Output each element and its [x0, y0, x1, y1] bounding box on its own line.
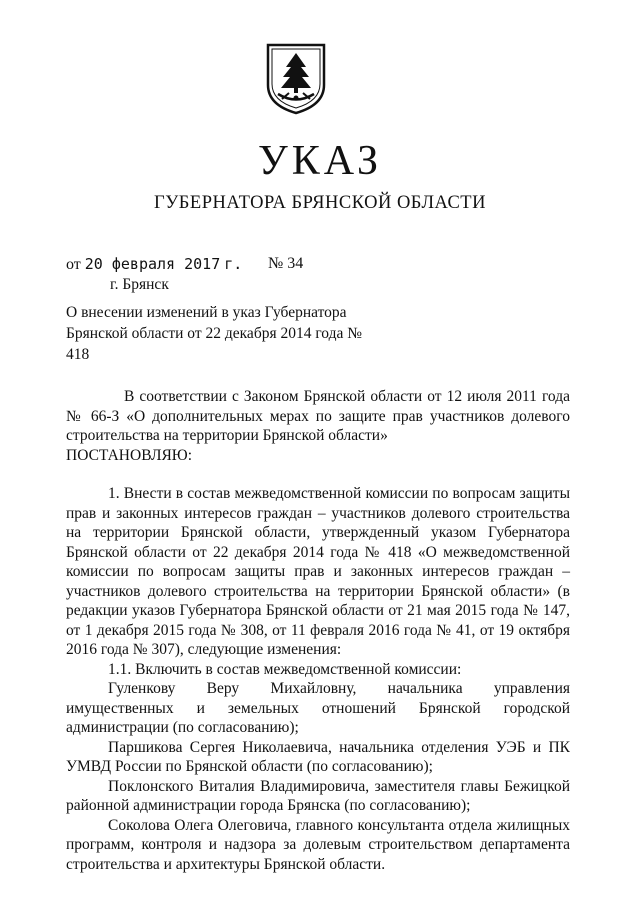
decree-body: [66, 387, 570, 874]
decree-keyword: ПОСТАНОВЛЯЮ:: [66, 446, 193, 464]
page-title: УКАЗ: [257, 138, 383, 184]
decree-date: [66, 255, 242, 274]
issuer-title: ГУБЕРНАТОРА БРЯНСКОЙ ОБЛАСТИ: [154, 193, 486, 213]
item-1-1-paragraph: 1.1. Включить в состав межведомственной комиссии:: [108, 660, 462, 678]
item-1-paragraph: 1. Внести в состав межведомственной комиссии по вопросам защиты прав и законных интересов граждан – участников долевого строительства на территории Брянской области, утвержденный указом Губернатора Брянской области от 22 декабря 2014 года № 418 «О межведомственной комиссии по вопросам защиты прав и законных интересов граждан – участников долевого строительства на территории Брянской области» (в редакции указов Губернатора Брянской области от 21 мая 2015 года № 147, от 1 декабря 2015 года № 308, от 11 февраля 2016 года № 41, от 19 октября 2016 года № 307), следующие изменения:: [66, 485, 570, 658]
date-handwritten: 20 февраля 2017: [84, 255, 221, 273]
member-paragraph: Паршикова Сергея Николаевича, начальника отделения УЭБ и ПК УМВД России по Брянской области (по согласованию);: [66, 738, 570, 775]
member-paragraph: Поклонского Виталия Владимировича, заместителя главы Бежицкой районной администрации города Брянска (по согласованию);: [66, 777, 570, 814]
decree-number-value: № 34: [268, 255, 304, 272]
date-suffix: г.: [224, 255, 243, 273]
preamble-paragraph: В соответствии с Законом Брянской области от 12 июля 2011 года № 66-З «О дополнительных мерах по защите прав участников долевого строительства на территории Брянской области»: [66, 388, 570, 444]
date-prefix: от: [66, 256, 81, 273]
member-paragraph: Соколова Олега Олеговича, главного консультанта отдела жилищных программ, контроля и надзора за долевым строительством департамента строительства и архитектуры Брянской области.: [66, 816, 570, 873]
member-paragraph: Гуленкову Веру Михайловну, начальника управления имущественных и земельных отношений Брянской городской администрации (по согласованию);: [66, 680, 570, 736]
decree-subject: О внесении изменений в указ Губернатора Брянской области от 22 декабря 2014 года № 418: [66, 304, 363, 363]
decree-number: [268, 255, 303, 273]
coat-of-arms-icon: [265, 43, 327, 115]
decree-city: г. Брянск: [110, 276, 169, 293]
